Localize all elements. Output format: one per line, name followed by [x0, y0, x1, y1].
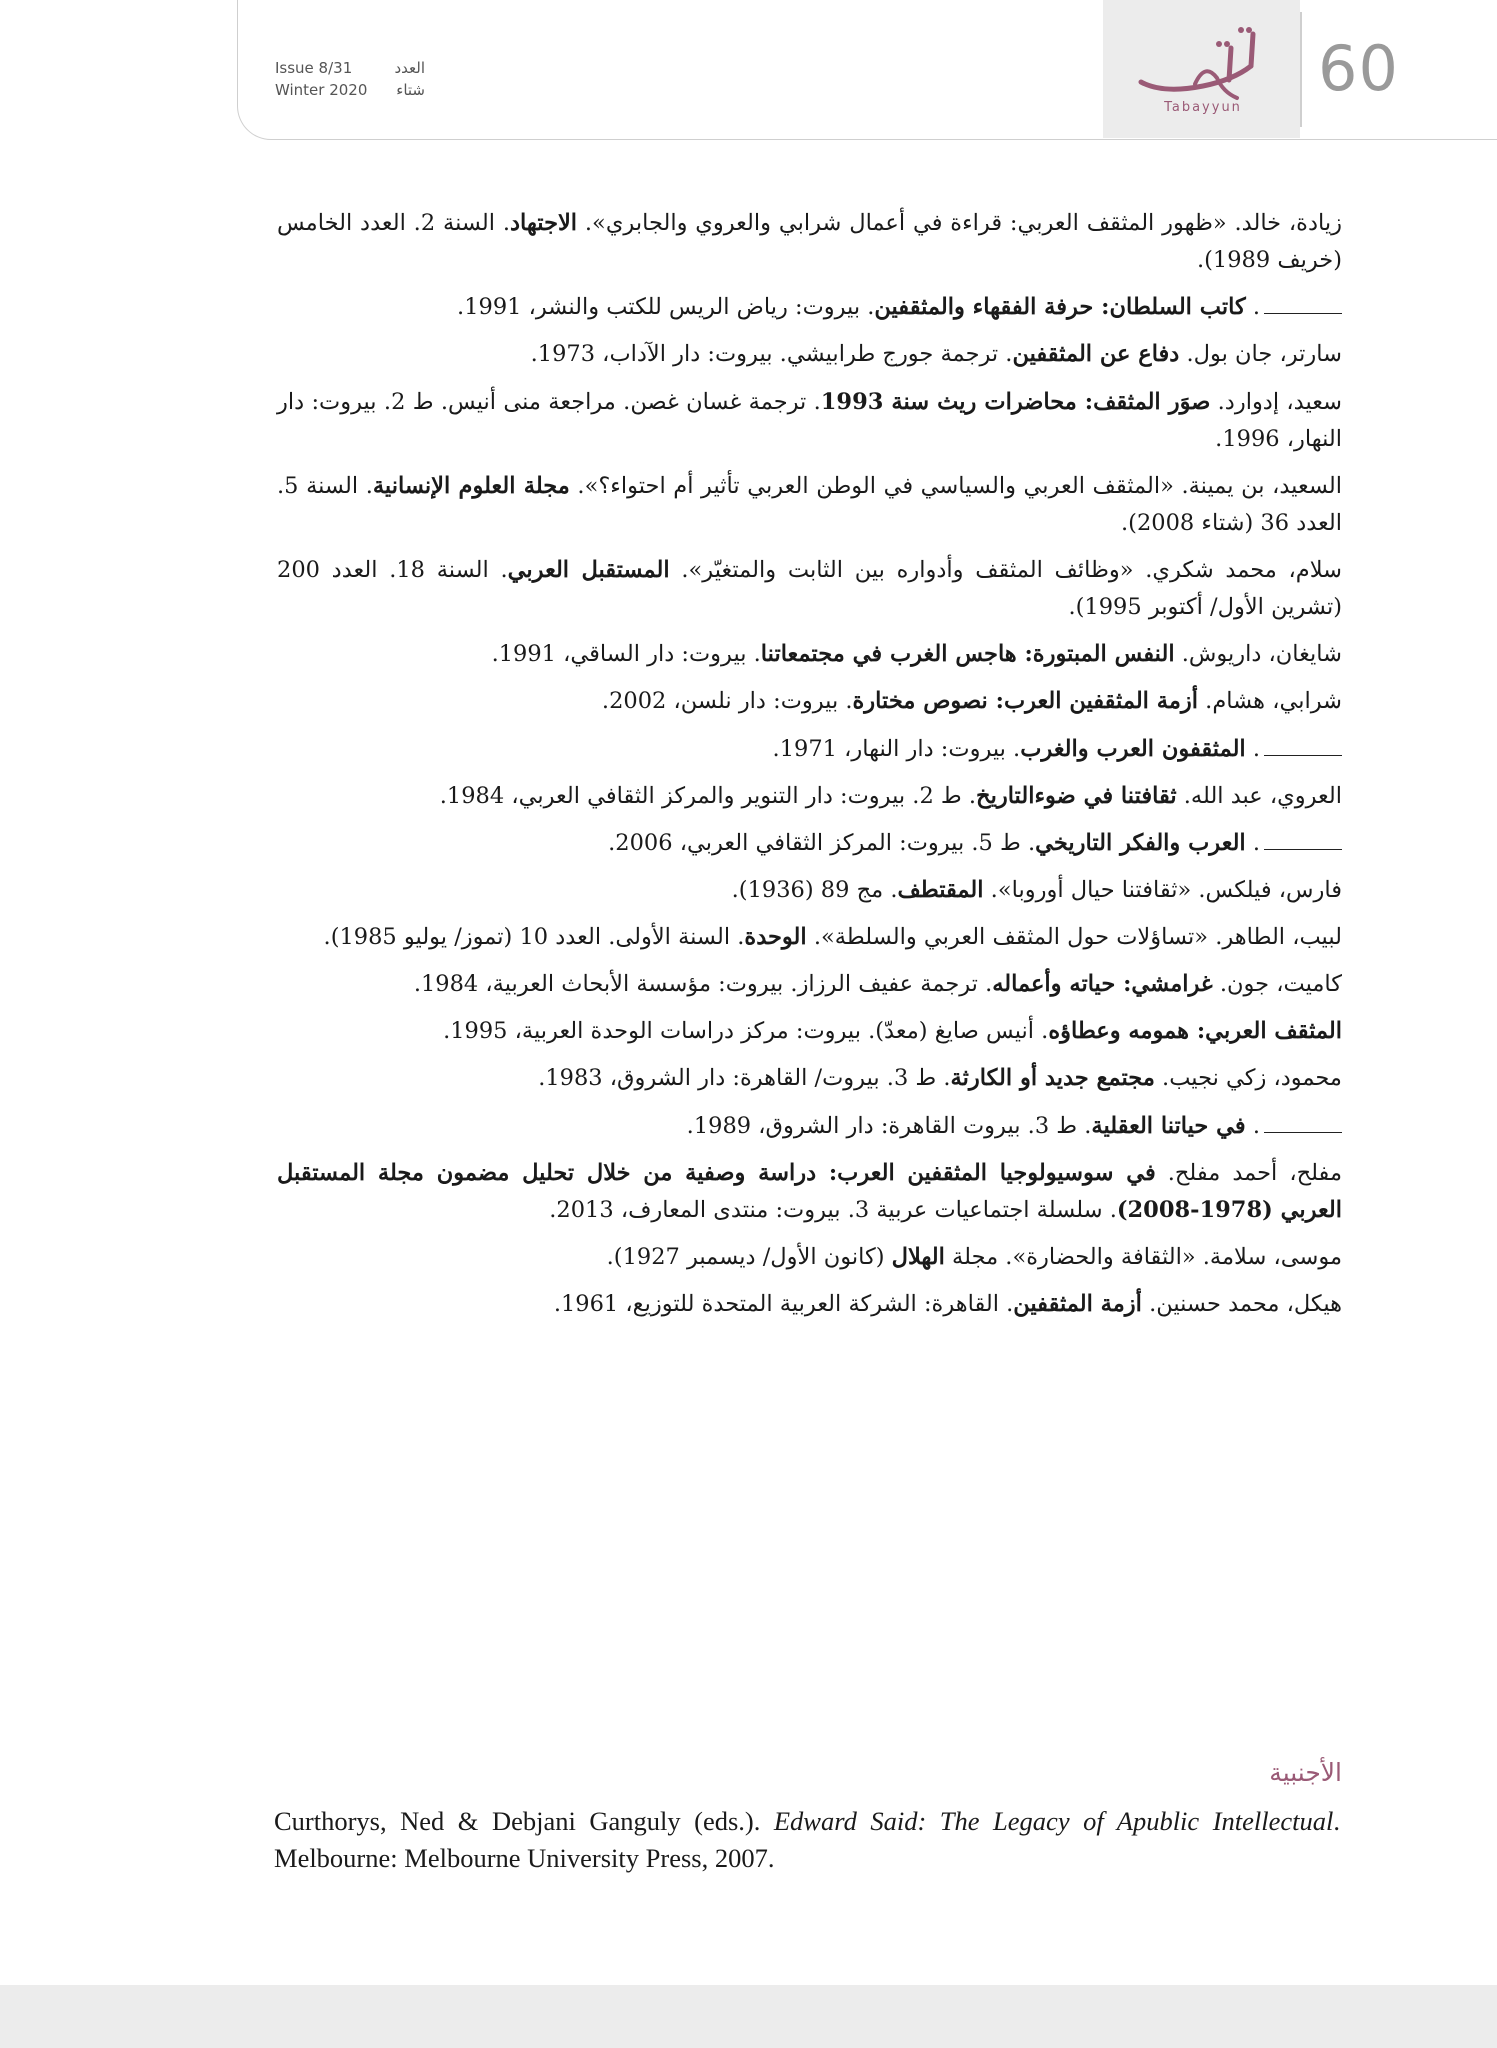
reference-title: مجتمع جديد أو الكارثة — [950, 1065, 1155, 1092]
reference-text: . سلسلة اجتماعيات عربية 3. بيروت: منتدى المعارف، 2013. — [549, 1196, 1117, 1223]
issue-label: Issue 8/31 — [275, 59, 353, 77]
reference-entry — [277, 468, 1342, 542]
header-frame — [237, 0, 1497, 140]
reference-entry — [277, 384, 1342, 458]
reference-text: . السنة الأولى. العدد 10 (تموز/ يوليو 1985). — [323, 924, 745, 950]
reference-title: أزمة المثقفين — [1013, 1291, 1142, 1317]
reference-title: صوَر المثقف: محاضرات ريث سنة 1993 — [820, 388, 1211, 415]
reference-entry — [277, 1286, 1342, 1323]
reference-title: دفاع عن المثقفين — [1012, 341, 1180, 368]
reference-text: محمود، زكي نجيب. — [1154, 1065, 1342, 1092]
reference-text: . أنيس صايغ (معدّ). بيروت: مركز دراسات الوحدة العربية، 1995. — [443, 1018, 1049, 1045]
foreign-reference — [274, 1803, 1340, 1877]
foreign-section-heading: الأجنبية — [1269, 1758, 1342, 1787]
reference-entry — [277, 1108, 1342, 1145]
reference-entry — [277, 825, 1342, 862]
reference-text: سعيد، إدوارد. — [1210, 388, 1342, 415]
reference-text: . ترجمة جورج طرابيشي. بيروت: دار الآداب، 1973. — [530, 341, 1013, 368]
reference-title: الوحدة — [744, 924, 807, 950]
reference-title: الاجتهاد — [510, 210, 578, 236]
reference-entry — [277, 205, 1342, 279]
foreign-reference-title: Edward Said: The Legacy of Apublic Intellectual — [773, 1806, 1334, 1836]
reference-text: السعيد، بن يمينة. «المثقف العربي والسياسي في الوطن العربي تأثير أم احتواء؟». — [569, 472, 1342, 499]
reference-text: . — [1245, 294, 1260, 321]
reference-entry — [277, 731, 1342, 768]
issue-label-ar: العدد — [394, 59, 425, 77]
repeat-author-dash — [1264, 300, 1342, 315]
reference-text: شرابي، هشام. — [1198, 688, 1342, 715]
repeat-author-dash — [1264, 835, 1342, 850]
reference-text: . بيروت: دار النهار، 1971. — [772, 735, 1021, 762]
reference-text: . — [1245, 735, 1260, 762]
reference-title: المقتطف — [897, 876, 984, 903]
reference-title: غرامشي: حياته وأعماله — [992, 971, 1213, 998]
repeat-author-dash — [1264, 1118, 1342, 1133]
reference-text: سلام، محمد شكري. «وظائف المثقف وأدواره بين الثابت والمتغيّر». — [669, 557, 1343, 583]
reference-text: . ط 2. بيروت: دار التنوير والمركز الثقافي العربي، 1984. — [439, 782, 977, 809]
reference-title: أزمة المثقفين العرب: نصوص مختارة — [852, 688, 1199, 715]
reference-text: لبيب، الطاهر. «تساؤلات حول المثقف العربي والسلطة». — [806, 924, 1342, 950]
reference-title: العرب والفكر التاريخي — [1035, 829, 1246, 856]
reference-entry — [277, 872, 1342, 909]
reference-text: . ترجمة غسان غصن. مراجعة منى أنيس. ط 2. بيروت: دار النهار، 1996. — [277, 388, 1342, 452]
reference-entry — [277, 778, 1342, 815]
reference-text: . ترجمة عفيف الرزاز. بيروت: مؤسسة الأبحاث العربية، 1984. — [413, 971, 993, 998]
reference-text: كاميت، جون. — [1212, 971, 1342, 998]
reference-title: المستقبل العربي — [507, 557, 670, 583]
reference-entry — [277, 966, 1342, 1003]
reference-text: العروي، عبد الله. — [1176, 782, 1342, 809]
reference-text: سارتر، جان بول. — [1179, 341, 1342, 368]
reference-entry — [277, 289, 1342, 326]
repeat-author-dash — [1264, 741, 1342, 756]
reference-title: مجلة العلوم الإنسانية — [372, 472, 570, 499]
reference-text: . السنة 18. العدد 200 (تشرين الأول/ أكتوبر 1995). — [277, 557, 1342, 621]
reference-text: . بيروت: دار الساقي، 1991. — [491, 641, 761, 668]
reference-entry — [277, 683, 1342, 720]
reference-title: المثقف العربي: همومه وعطاؤه — [1048, 1018, 1342, 1045]
journal-logo — [1103, 0, 1300, 138]
season-label-ar: شتاء — [396, 80, 425, 99]
reference-entry — [277, 336, 1342, 373]
reference-text: موسى، سلامة. «الثقافة والحضارة». مجلة — [944, 1243, 1342, 1270]
reference-entry — [277, 1013, 1342, 1050]
reference-text: (كانون الأول/ ديسمبر 1927). — [606, 1243, 892, 1270]
logo-latin-text: Tabayyun — [1164, 100, 1242, 115]
reference-title: الهلال — [891, 1243, 945, 1270]
reference-text: . بيروت: رياض الريس للكتب والنشر، 1991. — [457, 294, 875, 321]
reference-title: النفس المبتورة: هاجس الغرب في مجتمعاتنا — [760, 641, 1175, 668]
reference-text: . بيروت: دار نلسن، 2002. — [601, 688, 853, 715]
reference-title: كاتب السلطان: حرفة الفقهاء والمثقفين — [874, 294, 1246, 321]
foreign-reference-authors: Curthorys, Ned & Debjani Ganguly (eds.). — [274, 1806, 774, 1836]
reference-title: في حياتنا العقلية — [1091, 1112, 1246, 1139]
season-label: Winter 2020 — [275, 80, 368, 99]
reference-text: زيادة، خالد. «ظهور المثقف العربي: قراءة في أعمال شرابي والعروي والجابري». — [577, 210, 1342, 236]
reference-entry — [277, 636, 1342, 673]
reference-text: مفلح، أحمد مفلح. — [1155, 1159, 1342, 1186]
reference-text: . — [1245, 829, 1260, 856]
reference-text: . القاهرة: الشركة العربية المتحدة للتوزيع، 1961. — [553, 1291, 1014, 1317]
reference-entry — [277, 1239, 1342, 1276]
footer-band — [0, 1985, 1497, 2048]
reference-text: فارس، فيلكس. «ثقافتنا حيال أوروبا». — [983, 876, 1342, 903]
issue-info — [275, 58, 425, 102]
reference-entry — [277, 552, 1342, 626]
reference-text: . — [1245, 1112, 1260, 1139]
reference-text: هيكل، محمد حسنين. — [1141, 1291, 1342, 1317]
reference-title: ثقافتنا في ضوءالتاريخ — [976, 782, 1177, 809]
issue-line — [275, 58, 425, 80]
reference-text: . ط 5. بيروت: المركز الثقافي العربي، 2006. — [608, 829, 1036, 856]
reference-title: في سوسيولوجيا المثقفين العرب: دراسة وصفية من خلال تحليل مضمون مجلة المستقبل العربي (1978-2008) — [277, 1159, 1342, 1223]
reference-text: . السنة 5. العدد 36 (شتاء 2008). — [277, 472, 1342, 536]
reference-entry — [277, 919, 1342, 956]
foreign-reference-publisher: . Melbourne: Melbourne University Press, 2007. — [274, 1806, 1340, 1874]
reference-text: شايغان، داريوش. — [1174, 641, 1342, 668]
season-line — [275, 80, 425, 102]
reference-text: . السنة 2. العدد الخامس (خريف 1989). — [277, 210, 1342, 274]
arabic-references-list — [277, 205, 1342, 1333]
reference-text: . ط 3. بيروت/ القاهرة: دار الشروق، 1983. — [538, 1065, 951, 1092]
reference-text: . مج 89 (1936). — [731, 876, 898, 903]
logo-script-icon — [1133, 22, 1283, 102]
page-number: 60 — [1318, 32, 1399, 105]
reference-text: . ط 3. بيروت القاهرة: دار الشروق، 1989. — [686, 1112, 1092, 1139]
reference-entry — [277, 1155, 1342, 1229]
reference-title: المثقفون العرب والغرب — [1020, 735, 1246, 762]
reference-entry — [277, 1060, 1342, 1097]
header-divider — [1300, 12, 1302, 127]
